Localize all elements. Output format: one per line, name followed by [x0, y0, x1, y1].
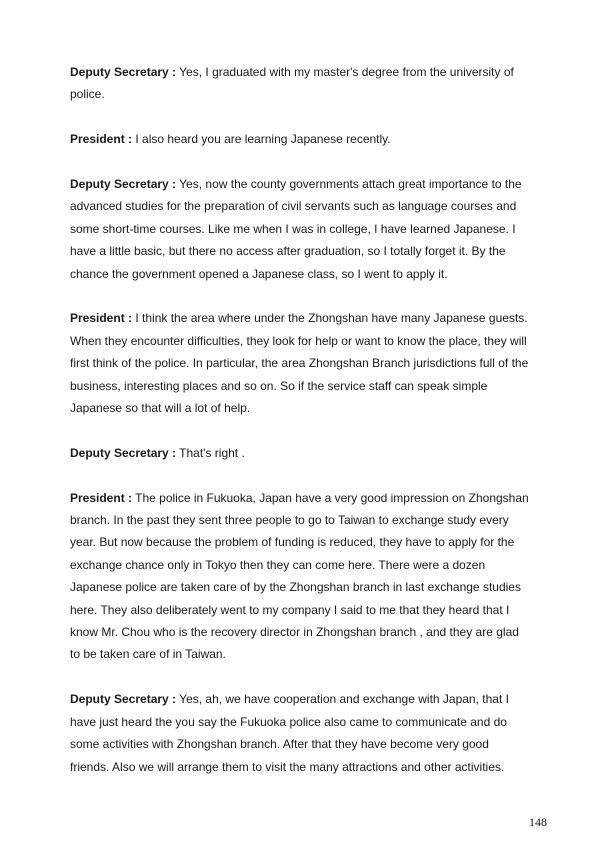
page-number: 148: [529, 815, 547, 829]
dialogue-paragraph: [70, 128, 530, 150]
dialogue-paragraph: [70, 688, 530, 778]
dialogue-text: That's right .: [176, 445, 245, 460]
dialogue-paragraph: [70, 173, 530, 285]
dialogue-paragraph: [70, 442, 530, 464]
dialogue-text: Yes, now the county governments attach great importance to the advanced studies for the preparation of civil servants such as language courses and some short-time courses. Like me when I was in college, I have learned Japanese. I have a little basic, but there no access after graduation, so I totally forget it. By the chance the government opened a Japanese class, so I went to apply it.: [70, 177, 522, 281]
speaker-label: President :: [70, 490, 133, 505]
dialogue-paragraph: [70, 487, 530, 666]
speaker-label: Deputy Secretary :: [70, 445, 177, 460]
speaker-label: President :: [70, 132, 133, 147]
dialogue-paragraph: [70, 61, 530, 106]
speaker-label: Deputy Secretary :: [70, 692, 177, 707]
dialogue-text: I think the area where under the Zhongshan have many Japanese guests. When they encounter difficulties, they look for help or want to know the place, they will first think of the police. In particular, the area Zhongshan Branch jurisdictions full of the business, interesting places and so on. So if the service staff can speak simple Japanese so that will a lot of help.: [70, 311, 529, 416]
speaker-label: Deputy Secretary :: [70, 65, 177, 79]
speaker-label: President :: [70, 311, 133, 326]
dialogue-text: Yes, ah, we have cooperation and exchange with Japan, that I have just heard the you say the Fukuoka police also came to communicate and do some activities with Zhongshan branch. After that they have become very good friends. Also we will arrange them to visit the many attractions and other activities.: [70, 692, 509, 774]
dialogue-text: The police in Fukuoka, Japan have a very good impression on Zhongshan branch. In the past they sent three people to go to Taiwan to exchange study every year. But now because the problem of funding is reduced, they have to apply for the exchange chance only in Tokyo then they can come here. There were a dozen Japanese police are taken care of by the Zhongshan branch in last exchange studies here. They also deliberately went to my company I said to me that they heard that I know Mr. Chou who is the recovery director in Zhongshan branch , and they are glad to be taken care of in Taiwan.: [70, 490, 529, 662]
dialogue-text: I also heard you are learning Japanese recently.: [132, 132, 391, 147]
dialogue-text: Yes, I graduated with my master's degree from the university of police.: [70, 65, 514, 102]
speaker-label: Deputy Secretary :: [70, 177, 177, 191]
dialogue-paragraph: [70, 307, 530, 419]
dialogue-transcript: [70, 61, 530, 800]
